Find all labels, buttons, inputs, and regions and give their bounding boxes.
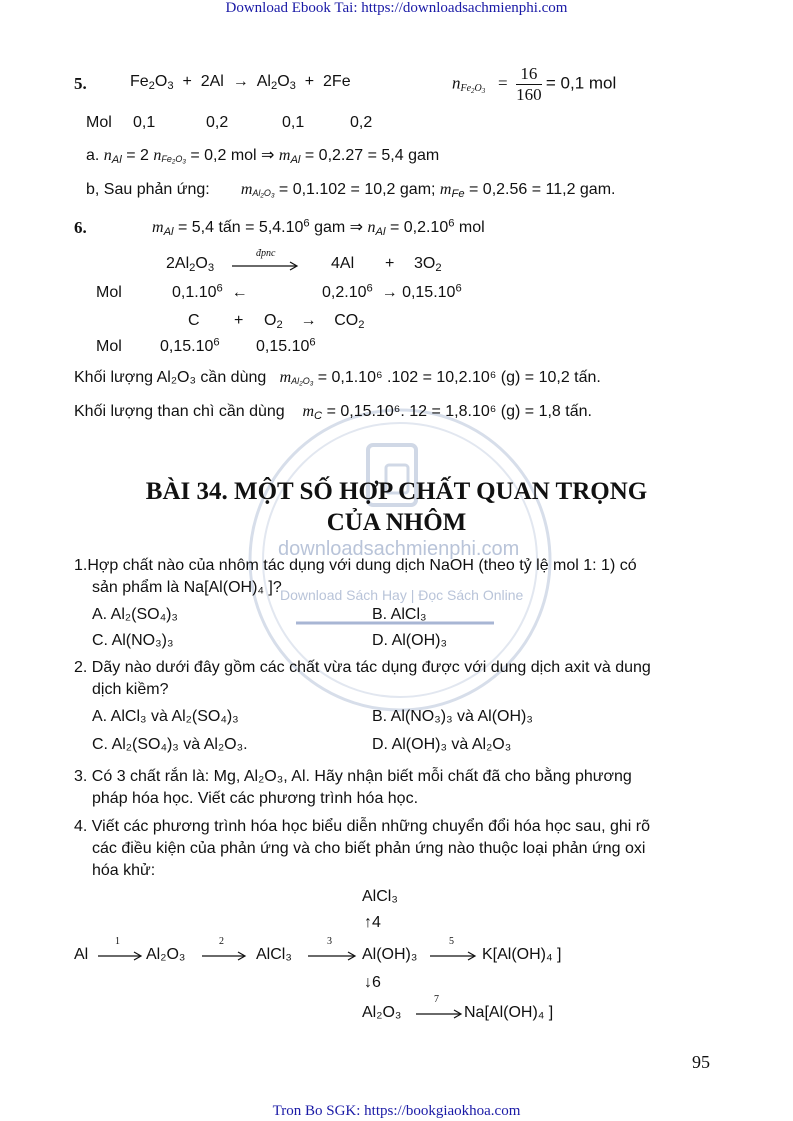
q3-text-line1: 3. Có 3 chất rắn là: Mg, Al₂O₃, Al. Hãy nhận biết mỗi chất đã cho bằng phương <box>74 768 632 785</box>
ex6-line1: $m_{Al} = 5,4$ tấn = $5,4.10^6$ gam ⇒ $n_{Al} = 0,2.10^6$ mol <box>152 217 485 238</box>
ex6-mol1-b: $0,2.10^6 \to 0,15.10^6$ <box>322 282 462 301</box>
q2-option-c: C. Al₂(SO₄)₃ và Al₂O₃. <box>92 736 248 753</box>
electrolysis-arrow: đpnc <box>232 250 300 270</box>
ex6-eq2-plus: + <box>234 312 244 329</box>
scheme-step1: 1 <box>115 936 120 947</box>
scheme-k-complex: K[Al(OH)₄ ] <box>482 946 562 963</box>
ex6-product-o2: $3O_2$ <box>414 255 442 274</box>
q1-text-line2: sản phẩm là Na[Al(OH)₄ ]? <box>92 579 282 596</box>
q2-text-line1: 2. Dãy nào dưới đây gồm các chất vừa tác dụng được với dung dịch axit và dung <box>74 659 651 676</box>
ex6-product-al: 4Al <box>331 255 355 272</box>
ex5-mol-row: Mol 0,1 0,2 0,1 0,2 <box>86 114 373 131</box>
ex6-eq2-o2: $O_2$ → $CO_2$ <box>264 312 365 331</box>
ex6-mol-label-1: Mol <box>96 284 122 301</box>
lesson-title-line1: BÀI 34. MỘT SỐ HỢP CHẤT QUAN TRỌNG <box>145 478 648 505</box>
lesson-title-line2: CỦA NHÔM <box>326 509 467 536</box>
scheme-step3: 3 <box>327 936 332 947</box>
scheme-aloh3: Al(OH)₃ <box>362 946 418 963</box>
scheme-arrow-2 <box>200 942 248 962</box>
scheme-na-complex: Na[Al(OH)₄ ] <box>464 1004 554 1021</box>
q2-option-a: A. AlCl₃ và Al₂(SO₄)₃ <box>92 708 239 725</box>
scheme-bottom-al2o3: Al₂O₃ <box>362 1004 402 1021</box>
scheme-arrow-1 <box>96 942 144 962</box>
q1-option-c: C. Al(NO₃)₃ <box>92 632 174 649</box>
ex6-mol2-b: 0,15.10$^6$ <box>256 336 316 355</box>
ex5-equation: $Fe_2O_3 + 2Al \to Al_2O_3 + 2Fe$ <box>130 73 351 92</box>
ex6-mass-carbon: Khối lượng than chì cần dùng $m_C = 0,15.10^6$. 12 = 1,8.10⁶ (g) = 1,8 tấn. <box>74 403 592 422</box>
ex6-eq2-c: C <box>188 312 200 329</box>
q4-text-line2: các điều kiện của phản ứng và cho biết phản ứng nào thuộc loại phản ứng oxi <box>92 840 646 857</box>
fraction: $\frac{16}{160}$ <box>516 64 542 104</box>
ex5-moles-fe2o3: $n_{Fe_2O_3}$ = $\frac{16}{160}$ = 0,1 mol <box>452 64 617 104</box>
ex6-mass-al2o3: Khối lượng Al₂O₃ cần dùng $m_{Al_2O_3} = 0,1.10^6$ .102 = 10,2.10⁶ (g) = 10,2 tấn. <box>74 369 601 388</box>
scheme-step2: 2 <box>219 936 224 947</box>
q4-text-line1: 4. Viết các phương trình hóa học biểu diễn những chuyển đổi hóa học sau, ghi rõ <box>74 818 651 835</box>
ex5-part-b: b, Sau phản ứng: $m_{Al_2O_3} = 0,1.102 = 10,2$ gam; $m_{Fe} = 0,2.56 = 11,2$ gam. <box>86 181 616 200</box>
ex5-number: 5. <box>74 74 87 93</box>
q4-text-line3: hóa khử: <box>92 862 156 879</box>
watermark-tagline: Download Sách Hay | Đọc Sách Online <box>280 587 524 603</box>
n-symbol: n <box>452 73 461 93</box>
q1-option-b: B. AlCl₃ <box>372 606 427 623</box>
q1-option-a: A. Al₂(SO₄)₃ <box>92 606 178 623</box>
scheme-arrow-7 <box>414 1000 464 1020</box>
q2-text-line2: dịch kiềm? <box>92 681 169 698</box>
ex6-mol2-a: 0,15.10$^6$ <box>160 336 220 355</box>
scheme-alcl3: AlCl₃ <box>256 946 292 963</box>
scheme-step5: 5 <box>449 936 454 947</box>
q1-option-d: D. Al(OH)₃ <box>372 632 447 649</box>
ex6-number: 6. <box>74 218 87 237</box>
scheme-step4: ↑4 <box>364 914 381 931</box>
scheme-al: Al <box>74 946 89 963</box>
scheme-step6: ↓6 <box>364 974 381 991</box>
footer-sgk-link[interactable]: Tron Bo SGK: https://bookgiaokhoa.com <box>272 1103 521 1119</box>
ex6-plus: + <box>385 255 395 272</box>
scheme-top-alcl3: AlCl₃ <box>362 888 398 905</box>
scheme-step7: 7 <box>434 994 439 1005</box>
ex6-electrolysis-eq: $2Al_2O_3$ <box>166 255 215 274</box>
q2-option-b: B. Al(NO₃)₃ và Al(OH)₃ <box>372 708 533 725</box>
scheme-al2o3: Al₂O₃ <box>146 946 186 963</box>
q1-text-line1: 1.Hợp chất nào của nhôm tác dụng với dung dịch NaOH (theo tỷ lệ mol 1: 1) có <box>74 557 637 574</box>
header-download-link[interactable]: Download Ebook Tai: https://downloadsachmienphi.com <box>225 0 568 16</box>
scheme-arrow-3 <box>306 942 358 962</box>
ex6-mol1-a: 0,1.10$^6$ ← <box>172 282 248 301</box>
q2-option-d: D. Al(OH)₃ và Al₂O₃ <box>372 736 512 753</box>
q3-text-line2: pháp hóa học. Viết các phương trình hóa học. <box>92 790 419 807</box>
page-number: 95 <box>692 1052 710 1072</box>
watermark-brand: downloadsachmienphi.com <box>278 538 520 560</box>
ex6-mol-label-2: Mol <box>96 338 122 355</box>
ex5-part-a: a. $n_{Al} = 2$ $n_{Fe_2O_3} = 0,2$ mol ⇒ $m_{Al} = 0,2.27 = 5,4$ gam <box>86 147 440 166</box>
